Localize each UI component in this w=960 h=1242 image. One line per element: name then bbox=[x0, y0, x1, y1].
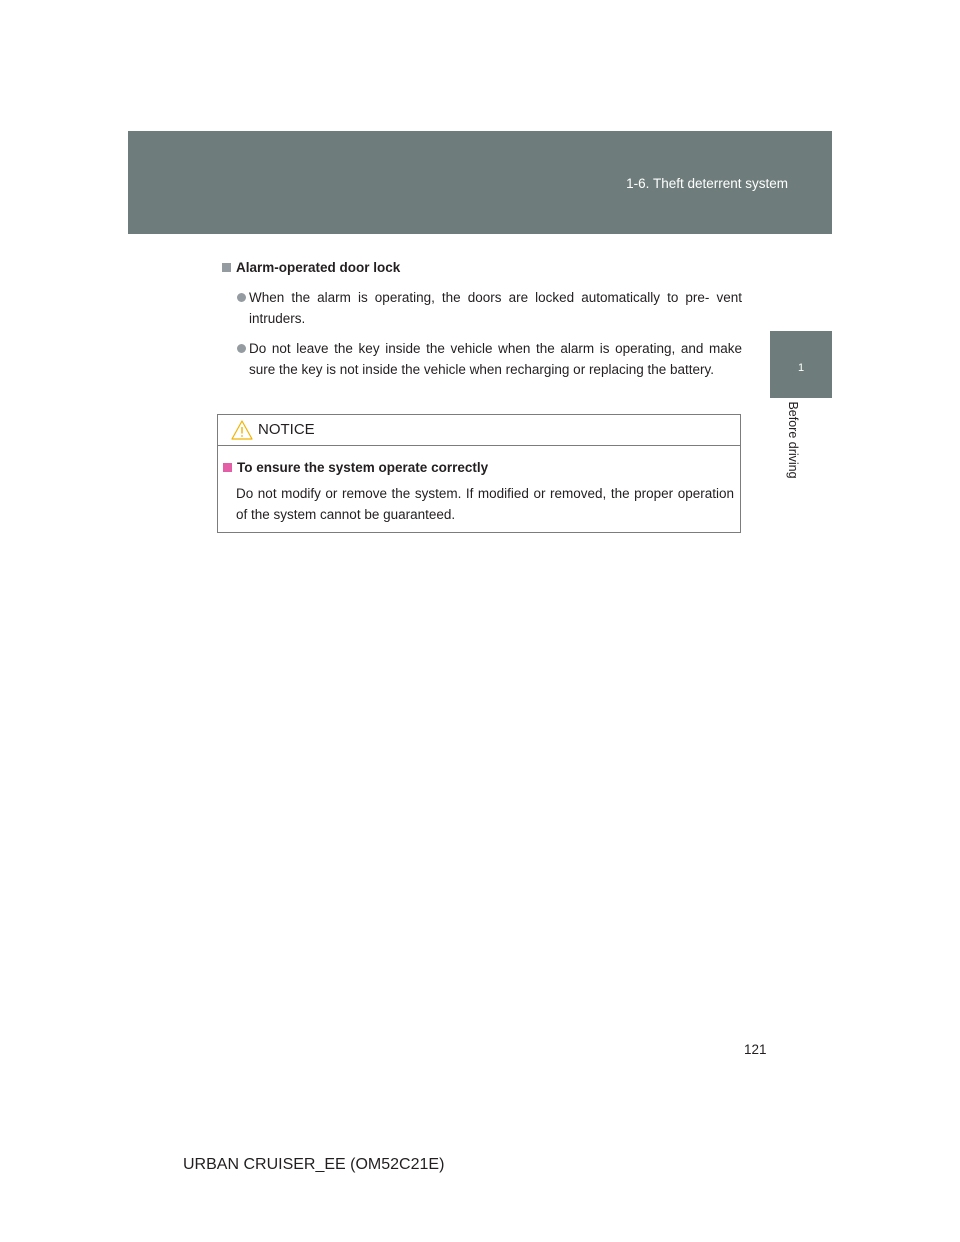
round-bullet-icon bbox=[237, 344, 246, 353]
notice-heading-text: To ensure the system operate correctly bbox=[237, 460, 489, 475]
header-band bbox=[128, 131, 832, 234]
notice-header bbox=[218, 415, 740, 446]
notice-heading bbox=[223, 458, 734, 478]
chapter-tab bbox=[770, 331, 832, 398]
main-content bbox=[222, 258, 742, 389]
notice-title: NOTICE bbox=[258, 421, 315, 438]
list-item bbox=[222, 338, 742, 380]
page-number: 121 bbox=[744, 1042, 767, 1057]
round-bullet-icon bbox=[237, 293, 246, 302]
document-footer: URBAN CRUISER_EE (OM52C21E) bbox=[183, 1156, 445, 1173]
list-item-text: When the alarm is operating, the doors are locked automatically to pre- vent intruders. bbox=[249, 290, 742, 326]
section-heading-text: Alarm-operated door lock bbox=[236, 260, 401, 275]
list-item bbox=[222, 287, 742, 329]
square-bullet-icon bbox=[223, 463, 232, 472]
chapter-number: 1 bbox=[797, 362, 805, 374]
chapter-label: Before driving bbox=[786, 401, 800, 479]
section-title: 1-6. Theft deterrent system bbox=[626, 176, 788, 191]
warning-triangle-icon bbox=[231, 420, 253, 440]
section-heading bbox=[222, 258, 742, 278]
list-item-text: Do not leave the key inside the vehicle when the alarm is operating, and make sure the key is not inside the vehicle when recharging or replacing the battery. bbox=[249, 341, 742, 377]
notice-text: Do not modify or remove the system. If modified or removed, the proper operation of the system cannot be guaranteed. bbox=[236, 486, 734, 522]
notice-body bbox=[218, 446, 740, 525]
square-bullet-icon bbox=[222, 263, 231, 272]
notice-box bbox=[217, 414, 741, 533]
